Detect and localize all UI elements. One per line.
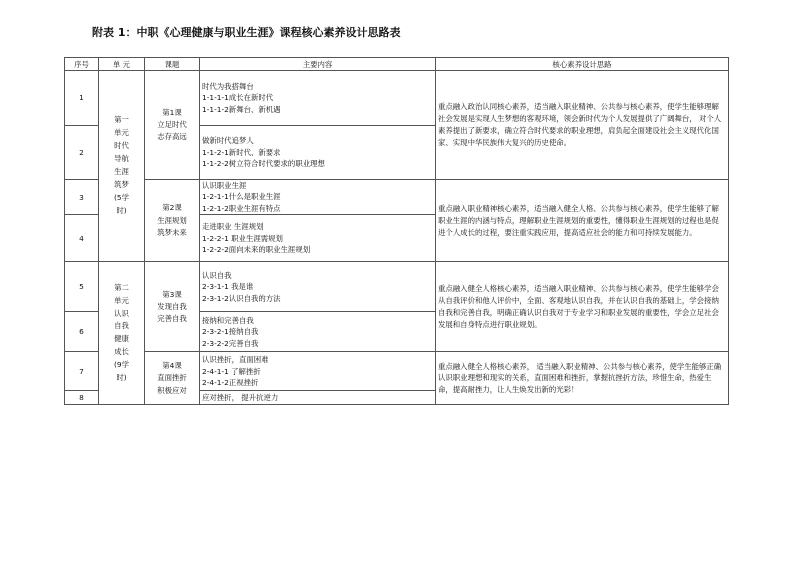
unit-1-name: 第一 单元 时代 导航 生涯 筑梦 (5学 时)	[114, 115, 129, 216]
thinking-cell: 重点融入职业精神核心素养，适当融入健全人格、公共参与核心素养，使学生能够了解职业生涯的内涵与特点，理解职业生涯规划的重要性，懂得职业生涯规划的过程也是促进个人成长的过程，要注重实践应用，提高适应社会的能力和可持续发展能力。	[436, 180, 729, 262]
row-number: 4	[65, 215, 99, 262]
lesson-1-name: 第1课 立足时代 志存高远	[157, 107, 187, 142]
table-row	[65, 71, 729, 126]
header-content: 主要内容	[200, 58, 436, 71]
table-row	[65, 180, 729, 215]
row-number: 2	[65, 126, 99, 180]
row-number: 6	[65, 312, 99, 352]
design-table	[64, 57, 729, 405]
content-cell: 做新时代追梦人 1-1-2-1新时代、新要求 1-1-2-2树立符合时代要求的职业理想	[200, 126, 436, 180]
content-cell: 认识职业生涯 1-2-1-1什么是职业生涯 1-2-1-2职业生涯有特点	[200, 180, 436, 215]
thinking-cell: 重点融入政治认同核心素养，适当融入职业精神、公共参与核心素养，使学生能够理解社会发展是实现人生梦想的客观环境，领会新时代为个人发展提供了广阔舞台， 对个人素养提出了新要求，确立符合时代要求的职业理想，肩负起全面建设社会主义现代化国家、实现中华民族伟大复兴的历史使命。	[436, 71, 729, 180]
lesson-cell	[145, 262, 200, 352]
header-no: 序号	[65, 58, 99, 71]
lesson-2-name: 第2课 生涯规划 筑梦未来	[157, 203, 187, 237]
content-cell: 应对挫折， 提升抗逆力	[200, 391, 436, 405]
row-number: 7	[65, 352, 99, 391]
unit-cell	[99, 71, 145, 262]
row-number: 8	[65, 391, 99, 405]
thinking-cell: 重点融入健全人格核心素养， 适当融入职业精神、公共参与核心素养，使学生能够正确认识职业理想和现实的关系，直面困难和挫折，掌握抗挫折方法，珍惜生命，热爱生命，提高耐挫力，让人生焕发出新的光彩！	[436, 352, 729, 405]
table-row	[65, 262, 729, 312]
content-cell: 走进职业 生涯规划 1-2-2-1 职业生涯需规划 1-2-2-2面向未来的职业生涯规划	[200, 215, 436, 262]
row-number: 1	[65, 71, 99, 126]
content-cell: 接纳和完善自我 2-3-2-1接纳自我 2-3-2-2完善自我	[200, 312, 436, 352]
header-unit: 单 元	[99, 58, 145, 71]
row-number: 5	[65, 262, 99, 312]
lesson-cell	[145, 352, 200, 405]
table-row	[65, 352, 729, 391]
page-title: 附表 1：中职《心理健康与职业生涯》课程核心素养设计思路表	[92, 26, 401, 39]
content-cell: 认识自我 2-3-1-1 我是谁 2-3-1-2认识自我的方法	[200, 262, 436, 312]
thinking-cell: 重点融入健全人格核心素养，适当融入职业精神、公共参与核心素养，使学生能够学会从自我评价和他人评价中，全面、客观地认识自我，并在认识自我的基础上，学会接纳自我和完善自我，明确正确认识自我对于专业学习和职业发展的重要性，学会立足社会发展和自身特点进行职业规划。	[436, 262, 729, 352]
header-lesson: 课题	[145, 58, 200, 71]
lesson-4-name: 第4课 直面挫折 积极应对	[157, 361, 187, 395]
header-thinking: 核心素养设计思路	[436, 58, 729, 71]
row-number: 3	[65, 180, 99, 215]
lesson-3-name: 第3课 发现自我 完善自我	[157, 289, 187, 324]
lesson-cell	[145, 180, 200, 262]
unit-cell	[99, 262, 145, 405]
lesson-cell	[145, 71, 200, 180]
table-header-row	[65, 58, 729, 71]
unit-2-name: 第二 单元 认识 自我 健康 成长 (9学 时)	[114, 282, 129, 383]
content-cell: 时代为我搭舞台 1-1-1-1成长在新时代 1-1-1-2新舞台、新机遇	[200, 71, 436, 126]
content-cell: 认识挫折，直面困难 2-4-1-1 了解挫折 2-4-1-2正视挫折	[200, 352, 436, 391]
